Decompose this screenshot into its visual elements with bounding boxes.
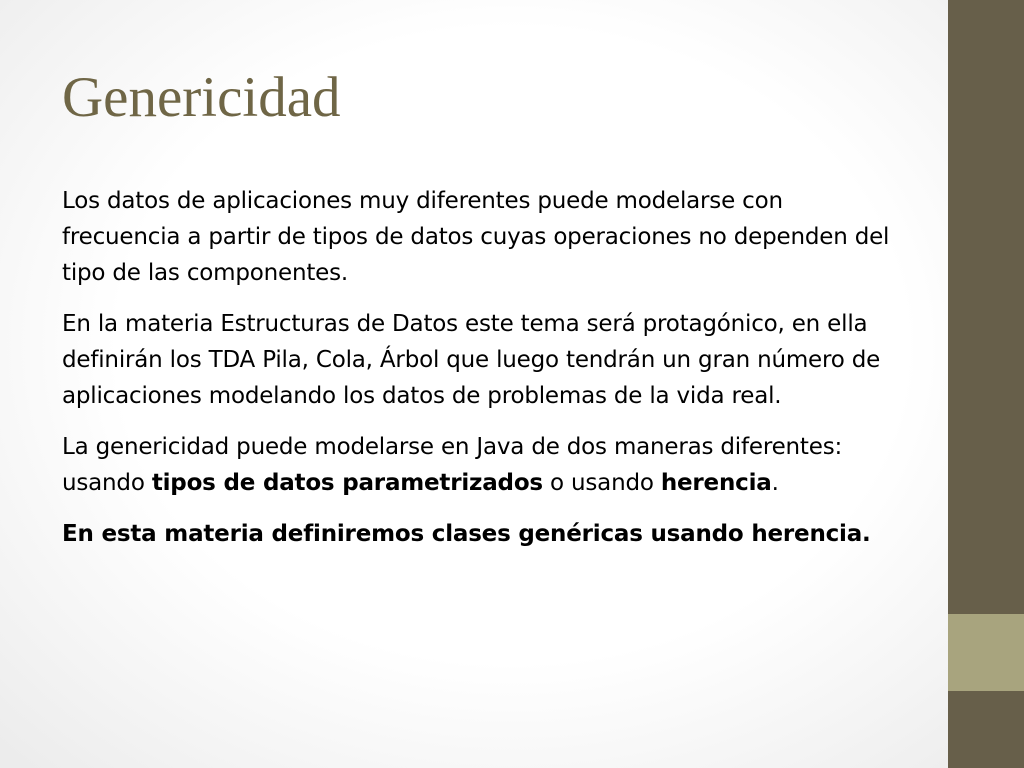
- slide-body: [62, 183, 902, 567]
- paragraph-3: [62, 429, 902, 501]
- paragraph-4: [62, 516, 902, 552]
- paragraph-3-bold-2: herencia: [660, 470, 772, 496]
- paragraph-1: Los datos de aplicaciones muy diferentes puede modelarse con frecuencia a partir de tipos de datos cuyas operaciones no dependen del tipo de las componentes.: [62, 188, 890, 286]
- slide-title: Genericidad: [62, 66, 341, 129]
- paragraph-3-text-2: o usando: [542, 470, 661, 496]
- paragraph-3-text-3: .: [771, 470, 779, 496]
- paragraph-3-bold-1: tipos de datos parametrizados: [151, 470, 543, 496]
- paragraph-2: En la materia Estructuras de Datos este tema será protagónico, en ella definirán los TDA Pila, Cola, Árbol que luego tendrán un gran número de aplicaciones modelando los datos de problemas de la vida real.: [62, 311, 881, 409]
- decorative-side-bar-accent: [948, 614, 1024, 691]
- decorative-side-bar: [948, 0, 1024, 768]
- paragraph-3-text-1: La genericidad puede modelarse en Java de dos maneras diferentes: usando: [62, 434, 843, 496]
- paragraph-4-bold: En esta materia definiremos clases genéricas usando herencia.: [62, 521, 871, 547]
